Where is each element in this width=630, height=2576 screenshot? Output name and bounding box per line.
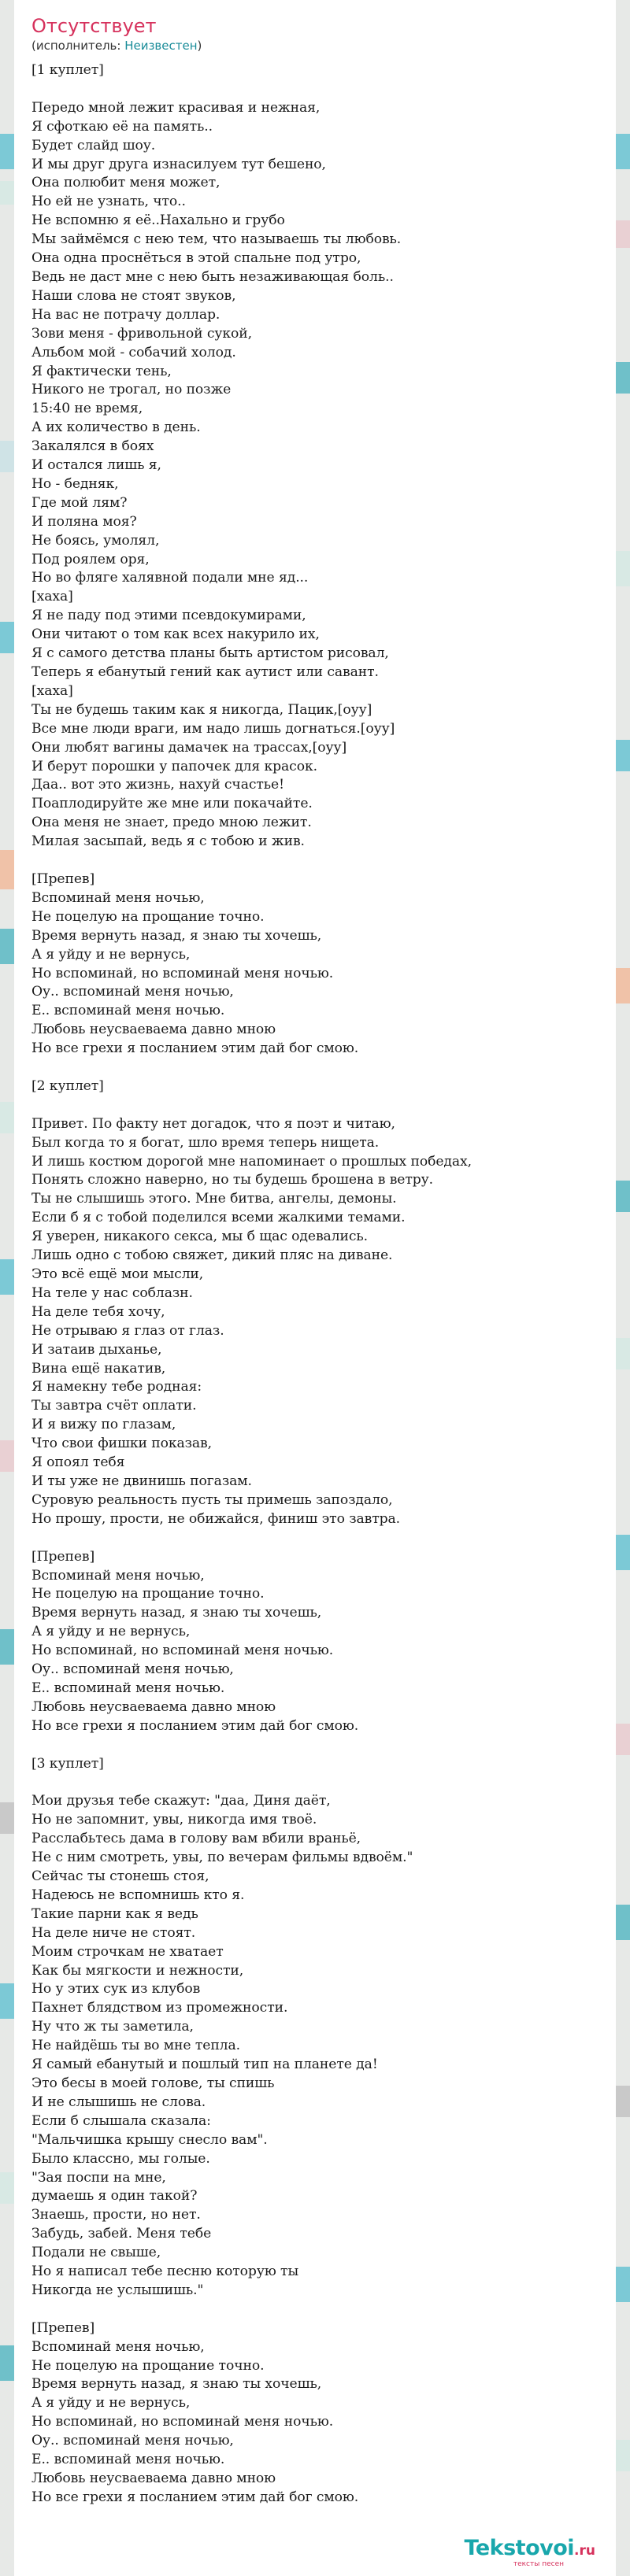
artist-prefix: (исполнитель: (32, 39, 125, 53)
artist-line (32, 38, 616, 54)
lyrics-page (14, 0, 616, 2576)
artist-suffix: ) (197, 39, 202, 53)
logo-tld: .ru (574, 2543, 595, 2559)
lyrics-text: [1 куплет] Передо мной лежит красивая и нежная, Я сфоткаю её на память.. Будет слайд шоу. И мы друг друга изнасилуем тут бешено, Она полюбит меня может, Но ей не узнать, что.. Не вспомню я её..Нахально и грубо Мы займёмся с нею тем, что называешь ты любовь. Она одна проснёться в этой спальне под утро, Ведь не даст мне с нею быть незаживающая боль.. Наши слова не стоят звуков, На вас не потрачу доллар. Зови меня - фривольной сукой, Альбом мой - собачий холод. Я фактически тень, Никого не трогал, но позже 15:40 не время, А их количество в день. Закалялся в боях И остался лишь я, Но - бедняк, Где мой лям? И поляна моя? Не боясь, умолял, Под роялем оря, Но во фляге халявной подали мне яд... [хаха] Я не паду под этими псевдокумирами, Они читают о том как всех накурило их, Я с самого детства планы быть артистом рисовал, Теперь я ебанутый гений как аутист или савант. [хаха] Ты не будешь таким как я никогда, Пацик,[оуу] Все мне люди враги, им надо лишь догнаться.[оуу] Они любят вагины дамачек на трассах,[оуу] И берут порошки у папочек для красок. Даа.. вот это жизнь, нахуй счастье! Поаплодируйте же мне или покачайте. Она меня не знает, предо мною лежит. Милая засыпай, ведь я с тобою и жив. [Препев] Вспоминай меня ночью, Не поцелую на прощание точно. Время вернуть назад, я знаю ты хочешь, А я уйду и не вернусь, Но вспоминай, но вспоминай меня ночью. Оу.. вспоминай меня ночью, Е.. вспоминай меня ночью. Любовь неусваеваема давно мною Но все грехи я посланием этим дай бог смою. [2 куплет] Привет. По факту нет догадок, что я поэт и читаю, Был когда то я богат, шло время теперь нищета. И лишь костюм дорогой мне напоминает о прошлых победах, Понять сложно наверно, но ты будешь брошена в ветру. Ты не слышишь этого. Мне битва, ангелы, демоны. Если б я с тобой поделился всеми жалкими темами. Я уверен, никакого секса, мы б щас одевались. Лишь одно с тобою свяжет, дикий пляс на диване. Это всё ещё мои мысли, На теле у нас соблазн. На деле тебя хочу, Не отрываю я глаз от глаз. И затаив дыханье, Вина ещё накатив, Я намекну тебе родная: Ты завтра счёт оплати. И я вижу по глазам, Что свои фишки показав, Я опоял тебя И ты уже не двинишь погазам. Суровую реальность пусть ты примешь запоздало, Но прошу, прости, не обижайся, финиш это завтра. [Препев] Вспоминай меня ночью, Не поцелую на прощание точно. Время вернуть назад, я знаю ты хочешь, А я уйду и не вернусь, Но вспоминай, но вспоминай меня ночью. Оу.. вспоминай меня ночью, Е.. вспоминай меня ночью. Любовь неусваеваема давно мною Но все грехи я посланием этим дай бог смою. [3 куплет] Мои друзья тебе скажут: "даа, Диня даёт, Но не запомнит, увы, никогда имя твоё. Расслабьтесь дама в голову вам вбили враньё, Не с ним смотреть, увы, по вечерам фильмы вдвоём." Сейчас ты стонешь стоя, Надеюсь не вспомнишь кто я. Такие парни как я ведь На деле ниче не стоят. Моим строчкам не хватает Как бы мягкости и нежности, Но у этих сук из клубов Пахнет блядством из промежности. Ну что ж ты заметила, Не найдёшь ты во мне тепла. Я самый ебанутый и пошлый тип на планете да! Это бесы в моей голове, ты спишь И не слышишь не слова. Если б слышала сказала: "Мальчишка крышу снесло вам". Было классно, мы голые. "Зая поспи на мне, думаешь я один такой? Знаешь, прости, но нет. Забудь, забей. Меня тебе Подали не свыше, Но я написал тебе песню которую ты Никогда не услышишь." [Препев] Вспоминай меня ночью, Не поцелую на прощание точно. Время вернуть назад, я знаю ты хочешь, А я уйду и не вернусь, Но вспоминай, но вспоминай меня ночью. Оу.. вспоминай меня ночью, Е.. вспоминай меня ночью. Любовь неусваеваема давно мною Но все грехи я посланием этим дай бог смою. (32, 62, 472, 2505)
logo-wordmark: Tekstovoi (464, 2536, 575, 2560)
artist-link[interactable]: Неизвестен (124, 39, 198, 53)
site-logo[interactable] (465, 2537, 595, 2568)
logo-tagline: тексты песен (513, 2560, 564, 2568)
song-title: Отсутствует (32, 15, 157, 37)
